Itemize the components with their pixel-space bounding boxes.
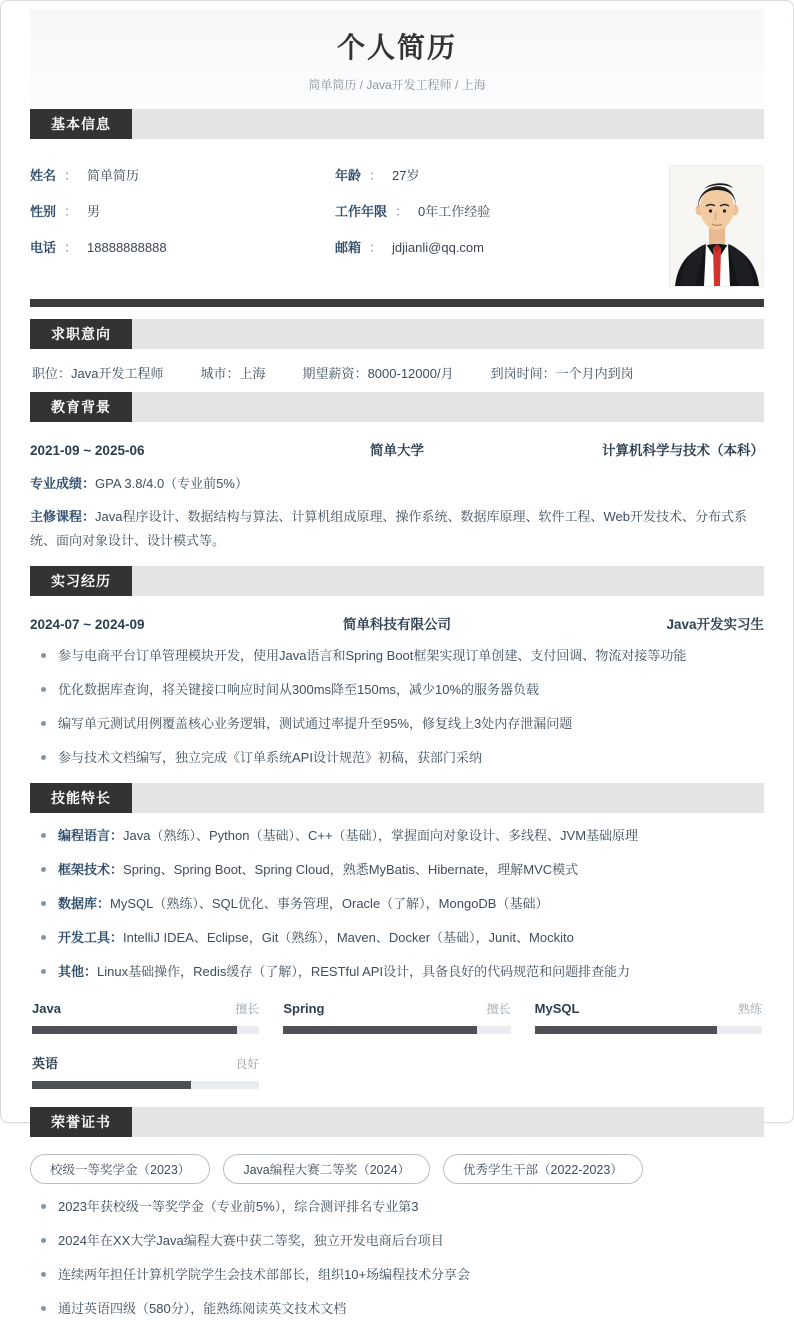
- bullet-text: 通过英语四级（580分），能熟练阅读英文技术文档: [58, 1300, 347, 1316]
- skills-bullet-list: [30, 826, 764, 982]
- section-badge-education: 教育背景: [30, 392, 132, 422]
- skill-colon: ：: [97, 895, 111, 911]
- section-bar-education: [30, 392, 764, 422]
- skill-text: Linux基础操作，Redis缓存（了解），RESTful API设计，具备良好的代码规范和问题排查能力: [97, 963, 631, 979]
- section-badge-internship: 实习经历: [30, 566, 132, 596]
- skill-bars-grid: [32, 1000, 762, 1101]
- internship-header-row: [30, 613, 764, 633]
- list-item: [30, 748, 764, 769]
- basic-info-columns: [30, 165, 657, 287]
- list-item: [30, 1197, 764, 1218]
- field-label: 性别: [30, 204, 57, 219]
- education-school: 简单大学: [370, 443, 424, 458]
- bullet-icon: [41, 935, 46, 940]
- field-value: 0年工作经验: [418, 204, 491, 219]
- skill-label: 开发工具: [58, 929, 111, 945]
- skill-label: 编程语言: [58, 828, 111, 844]
- skill-bar-fill: [32, 1081, 191, 1089]
- skill-colon: ：: [110, 862, 124, 878]
- section-badge-skills: 技能特长: [30, 783, 132, 813]
- list-item: [30, 962, 764, 983]
- basic-info-column-1: [30, 165, 335, 287]
- section-badge-basic-info: 基本信息: [30, 109, 132, 139]
- gpa-colon: ：: [82, 476, 96, 491]
- skill-bar-name: MySQL: [534, 1001, 580, 1017]
- skill-colon: ：: [110, 929, 124, 945]
- bullet-icon: [41, 867, 46, 872]
- education-major: 计算机科学与技术（本科）: [602, 443, 764, 458]
- skill-colon: ：: [110, 828, 124, 844]
- field-label: 电话: [30, 240, 57, 255]
- honor-badge: Java编程大赛二等奖（2024）: [223, 1154, 430, 1184]
- internship-period: 2024-07 ~ 2024-09: [30, 617, 145, 633]
- education-gpa-line: [30, 472, 764, 496]
- honor-badge: 优秀学生干部（2022-2023）: [443, 1154, 643, 1184]
- field-colon: ：: [369, 240, 383, 255]
- skill-text: Spring、Spring Boot、Spring Cloud，熟悉MyBatis、Hibernate，理解MVC模式: [123, 862, 579, 878]
- skill-bar-head: [535, 1000, 762, 1017]
- bullet-icon: [41, 901, 46, 906]
- skill-bar-fill: [535, 1026, 717, 1034]
- section-bar-skills: [30, 783, 764, 813]
- intent-position: [32, 363, 164, 382]
- honor-badge: 校级一等奖学金（2023）: [30, 1154, 210, 1184]
- list-item: [30, 1265, 764, 1286]
- field-label: 邮箱: [335, 240, 362, 255]
- skill-bar-head: [283, 1000, 510, 1017]
- field-value: jdjianli@qq.com: [392, 240, 484, 255]
- intent-colon: ：: [58, 366, 72, 381]
- intent-salary: [303, 363, 454, 382]
- field-colon: ：: [369, 168, 383, 183]
- bullet-text: 参与电商平台订单管理模块开发，使用Java语言和Spring Boot框架实现订单创建、支付回调、物流对接等功能: [58, 648, 687, 664]
- skill-bar-name: Java: [32, 1001, 61, 1017]
- list-item: [30, 646, 764, 667]
- field-label: 年龄: [335, 168, 362, 183]
- profile-photo: [669, 165, 764, 287]
- skill-label: 框架技术: [58, 862, 111, 878]
- list-item: [30, 1231, 764, 1252]
- skill-bar-fill: [32, 1026, 237, 1034]
- bullet-text: 优化数据库查询，将关键接口响应时间从300ms降至150ms，减少10%的服务器负载: [58, 681, 540, 697]
- intent-label: 到岗时间: [490, 366, 543, 381]
- bullet-icon: [41, 833, 46, 838]
- skill-label: 数据库: [58, 895, 98, 911]
- section-bar-job-intent: [30, 319, 764, 349]
- field-gender: [30, 201, 335, 220]
- bullet-text: 连续两年担任计算机学院学生会技术部部长，组织10+场编程技术分享会: [58, 1266, 471, 1282]
- intent-value: Java开发工程师: [71, 366, 164, 381]
- skill-bar-java: [32, 1000, 259, 1034]
- job-intent-row: [32, 363, 762, 382]
- honors-bullet-list: [30, 1197, 764, 1319]
- section-divider: [30, 299, 764, 307]
- list-item: [30, 1299, 764, 1320]
- internship-role: Java开发实习生: [666, 617, 764, 633]
- intent-value: 一个月内到岗: [555, 366, 634, 381]
- skill-bar-track: [283, 1026, 510, 1034]
- bullet-text: 2023年获校级一等奖学金（专业前5%），综合测评排名专业第3: [58, 1199, 419, 1215]
- intent-colon: ：: [542, 366, 556, 381]
- list-item: [30, 894, 764, 915]
- bullet-icon: [41, 1272, 46, 1277]
- field-age: [335, 165, 490, 184]
- skill-bar-level: 擅长: [235, 1002, 260, 1017]
- field-colon: ：: [64, 168, 78, 183]
- education-courses-line: [30, 505, 764, 553]
- field-phone: [30, 237, 335, 256]
- bullet-icon: [41, 1238, 46, 1243]
- honor-badges-row: [30, 1154, 764, 1184]
- section-bar-basic-info: [30, 109, 764, 139]
- list-item: [30, 928, 764, 949]
- skill-bar-fill: [283, 1026, 476, 1034]
- section-bar-internship: [30, 566, 764, 596]
- bullet-text: 2024年在XX大学Java编程大赛中获二等奖，独立开发电商后台项目: [58, 1233, 444, 1249]
- bullet-text: 编写单元测试用例覆盖核心业务逻辑，测试通过率提升至95%，修复线上3处内存泄漏问题: [58, 715, 573, 731]
- skill-bar-level: 良好: [235, 1057, 260, 1072]
- field-colon: ：: [64, 240, 78, 255]
- skill-bar-name: Spring: [283, 1001, 325, 1017]
- gpa-label: 专业成绩: [30, 476, 83, 491]
- intent-value: 上海: [239, 366, 266, 381]
- page-title: 个人简历: [336, 32, 457, 63]
- intent-city: [201, 363, 266, 382]
- skill-colon: ：: [84, 963, 98, 979]
- skill-bar-head: [32, 1053, 259, 1072]
- education-header-row: [30, 439, 764, 459]
- bullet-icon: [41, 1204, 46, 1209]
- bullet-text: 参与技术文档编写，独立完成《订单系统API设计规范》初稿，获部门采纳: [58, 749, 482, 765]
- section-badge-job-intent: 求职意向: [30, 319, 132, 349]
- section-bar-honors: [30, 1107, 764, 1137]
- skill-bar-name: 英语: [32, 1056, 59, 1072]
- intent-label: 期望薪资: [302, 366, 355, 381]
- basic-info-block: [30, 165, 764, 287]
- intent-availability: [491, 363, 634, 382]
- skill-bar-english: [32, 1053, 259, 1089]
- resume-header: [30, 9, 764, 109]
- skill-bar-level: 擅长: [486, 1002, 511, 1017]
- intent-colon: ：: [354, 366, 368, 381]
- skill-text: Java（熟练）、Python（基础）、C++（基础），掌握面向对象设计、多线程、JVM基础原理: [123, 828, 639, 844]
- skill-bar-head: [32, 1000, 259, 1017]
- basic-info-column-2: [335, 165, 490, 287]
- intent-colon: ：: [226, 366, 240, 381]
- intent-label: 城市: [200, 366, 227, 381]
- list-item: [30, 826, 764, 847]
- field-colon: ：: [395, 204, 409, 219]
- courses-colon: ：: [82, 509, 96, 525]
- field-value: 简单简历: [87, 168, 140, 183]
- bullet-icon: [41, 721, 46, 726]
- skill-text: MySQL（熟练）、SQL优化、事务管理，Oracle（了解），MongoDB（基础）: [110, 895, 549, 911]
- gpa-value: GPA 3.8/4.0（专业前5%）: [95, 476, 248, 491]
- bullet-icon: [41, 653, 46, 658]
- field-label: 工作年限: [335, 204, 388, 219]
- skill-bar-track: [535, 1026, 762, 1034]
- field-label: 姓名: [30, 168, 57, 183]
- internship-company: 简单科技有限公司: [343, 617, 451, 633]
- page-subtitle: 简单简历 / Java开发工程师 / 上海: [308, 78, 486, 92]
- skill-bar-level: 熟练: [737, 1002, 762, 1017]
- internship-bullet-list: [30, 646, 764, 768]
- field-value: 27岁: [392, 168, 420, 183]
- intent-value: 8000-12000/月: [367, 366, 454, 381]
- field-value: 18888888888: [87, 240, 167, 255]
- skill-bar-spring: [283, 1000, 510, 1034]
- skill-text: IntelliJ IDEA、Eclipse，Git（熟练），Maven、Docker（基础），Junit、Mockito: [123, 929, 574, 945]
- field-experience-years: [335, 201, 490, 220]
- courses-value: Java程序设计、数据结构与算法、计算机组成原理、操作系统、数据库原理、软件工程、Web开发技术、分布式系统、面向对象设计、设计模式等。: [30, 509, 747, 549]
- field-name: [30, 165, 335, 184]
- bullet-icon: [41, 755, 46, 760]
- field-value: 男: [87, 204, 101, 219]
- resume-content: [1, 9, 793, 1320]
- field-email: [335, 237, 490, 256]
- profile-photo-illustration: [670, 166, 763, 286]
- skill-bar-track: [32, 1081, 259, 1089]
- bullet-icon: [41, 1306, 46, 1311]
- courses-label: 主修课程: [30, 509, 83, 525]
- bullet-icon: [41, 687, 46, 692]
- skill-bar-mysql: [535, 1000, 762, 1034]
- education-period: 2021-09 ~ 2025-06: [30, 443, 145, 458]
- field-colon: ：: [64, 204, 78, 219]
- bullet-icon: [41, 969, 46, 974]
- list-item: [30, 680, 764, 701]
- intent-label: 职位: [32, 366, 59, 381]
- list-item: [30, 714, 764, 735]
- skill-bar-track: [32, 1026, 259, 1034]
- skill-label: 其他: [58, 963, 85, 979]
- list-item: [30, 860, 764, 881]
- section-badge-honors: 荣誉证书: [30, 1107, 132, 1137]
